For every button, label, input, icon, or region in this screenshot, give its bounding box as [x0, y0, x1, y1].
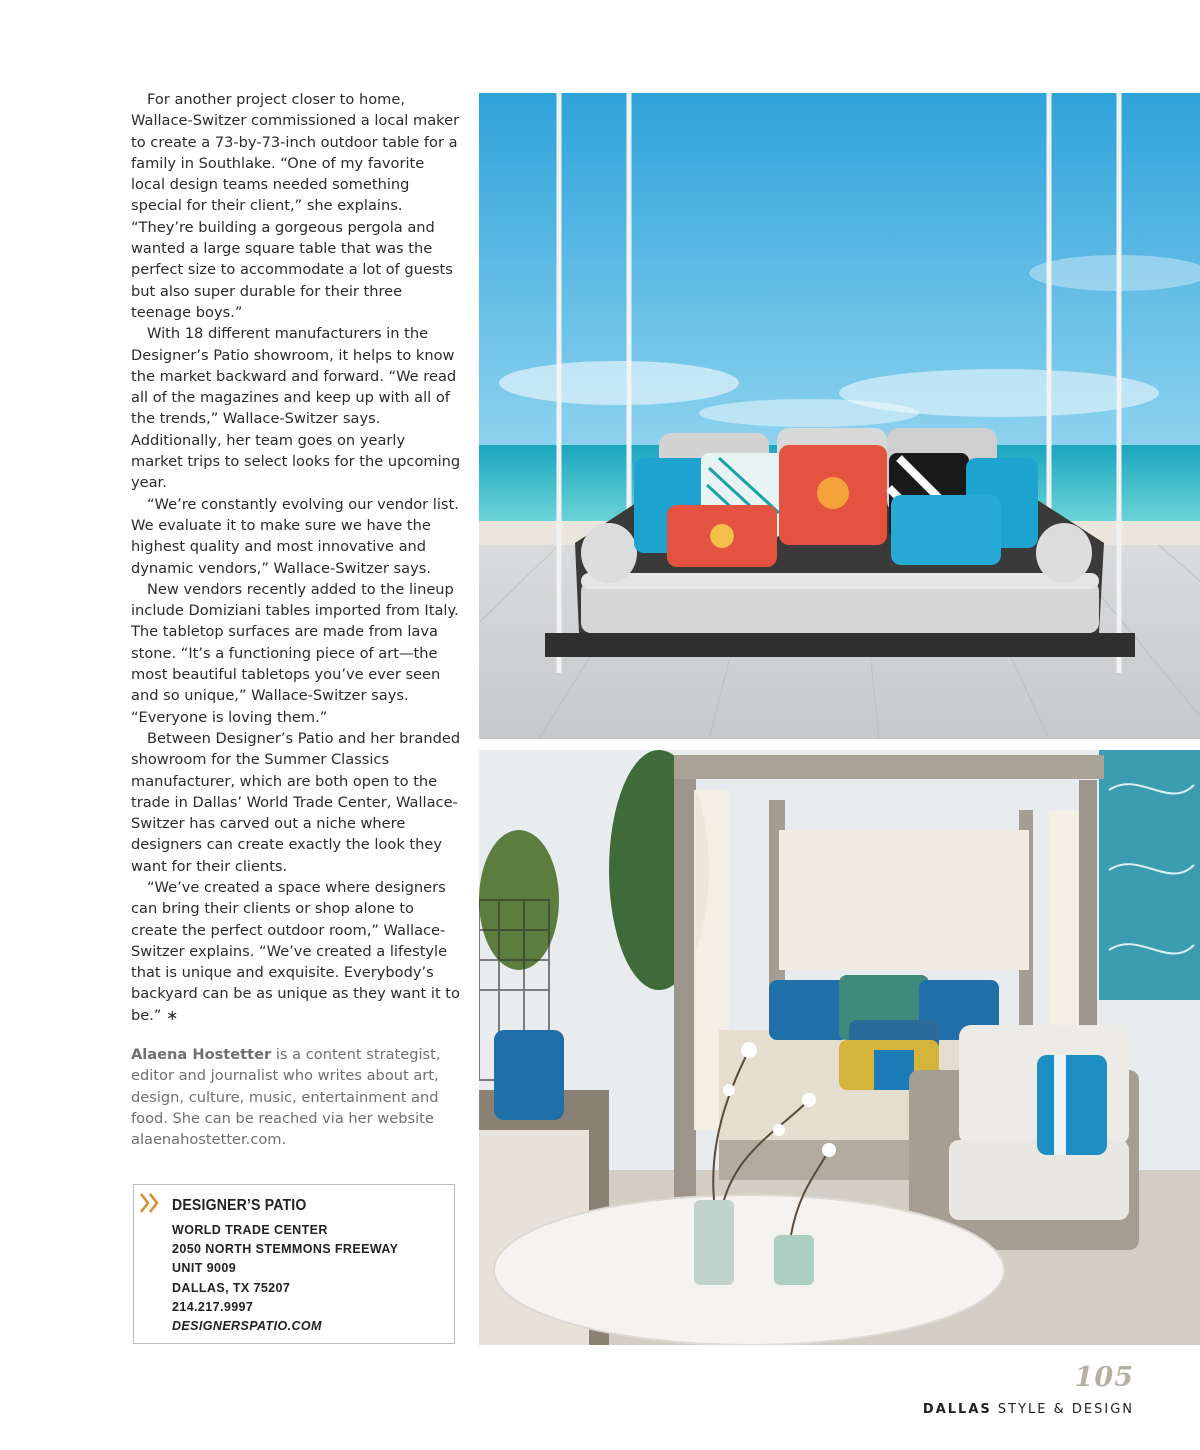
author-bio-text: is a content strategist, editor and journalist who writes about art, design, culture, music, entertainment and food. She can be reached via her website alaenahostetter.com.	[131, 1046, 441, 1149]
article-paragraph: “We’re constantly evolving our vendor list. We evaluate it to make sure we have the highest quality and most innovative and dynamic vendors,” Wallace-Switzer says.	[131, 495, 459, 577]
article-paragraph: New vendors recently added to the lineup include Domiziani tables imported from Italy. The tabletop surfaces are made from lava stone. “It’s a functioning piece of art—the most beautiful tabletops you’ve ever seen and so unique,” Wallace-Switzer says. “Everyone is loving them.”	[131, 580, 459, 726]
info-line: DALLAS, TX 75207	[172, 1280, 291, 1295]
photo-hanging-daybed	[479, 93, 1200, 739]
article-paragraph-text: “We’ve created a space where designers can bring their clients or shop alone to create the perfect outdoor room,” Wallace-Switzer explains. “We’ve created a lifestyle that is unique and exquisite. Everybody’s backyard can be as unique as they want it to be.”	[131, 878, 460, 1024]
footer-brand: DALLAS	[922, 1402, 992, 1417]
author-name: Alaena Hostetter	[131, 1046, 272, 1064]
info-website-link[interactable]: DESIGNERSPATIO.COM	[172, 1319, 322, 1334]
article-column	[131, 89, 461, 1151]
article-paragraph-last	[131, 877, 461, 1026]
article-paragraph: Between Designer’s Patio and her branded showroom for the Summer Classics manufacturer, which are both open to the trade in Dallas’ World Trade Center, Wallace-Switzer has carved out a niche where designers can create exactly the look they want for their clients.	[131, 729, 461, 875]
info-line-phone: 214.217.9997	[172, 1299, 254, 1314]
page-number: 105	[1074, 1362, 1134, 1393]
contact-info-box	[133, 1184, 455, 1344]
photo-cabana-showroom	[479, 750, 1200, 1345]
author-bio	[131, 1044, 461, 1150]
article-paragraph: With 18 different manufacturers in the Designer’s Patio showroom, it helps to know the market backward and forward. “We read all of the magazines and keep up with all of the trends,” Wallace-Switzer says. Additionally, her team goes on yearly market trips to select looks for the upcoming year.	[131, 325, 461, 492]
double-chevron-icon	[139, 1191, 161, 1215]
info-line: UNIT 9009	[172, 1261, 237, 1276]
end-mark: ∗	[166, 1006, 179, 1024]
info-line: WORLD TRADE CENTER	[172, 1223, 328, 1237]
info-line: 2050 NORTH STEMMONS FREEWAY	[172, 1242, 399, 1257]
article-paragraph: For another project closer to home, Wallace-Switzer commissioned a local maker to create a 73-by-73-inch outdoor table for a family in Southlake. “One of my favorite local design teams needed something special for their client,” she explains. “They’re building a gorgeous pergola and wanted a large square table that was the perfect size to accommodate a lot of guests but also super durable for their three teenage boys.”	[131, 91, 460, 321]
info-box-title: DESIGNER’S PATIO	[172, 1197, 307, 1214]
magazine-footer	[923, 1402, 1134, 1417]
info-box-lines	[172, 1221, 398, 1336]
footer-section: STYLE & DESIGN	[997, 1402, 1134, 1417]
